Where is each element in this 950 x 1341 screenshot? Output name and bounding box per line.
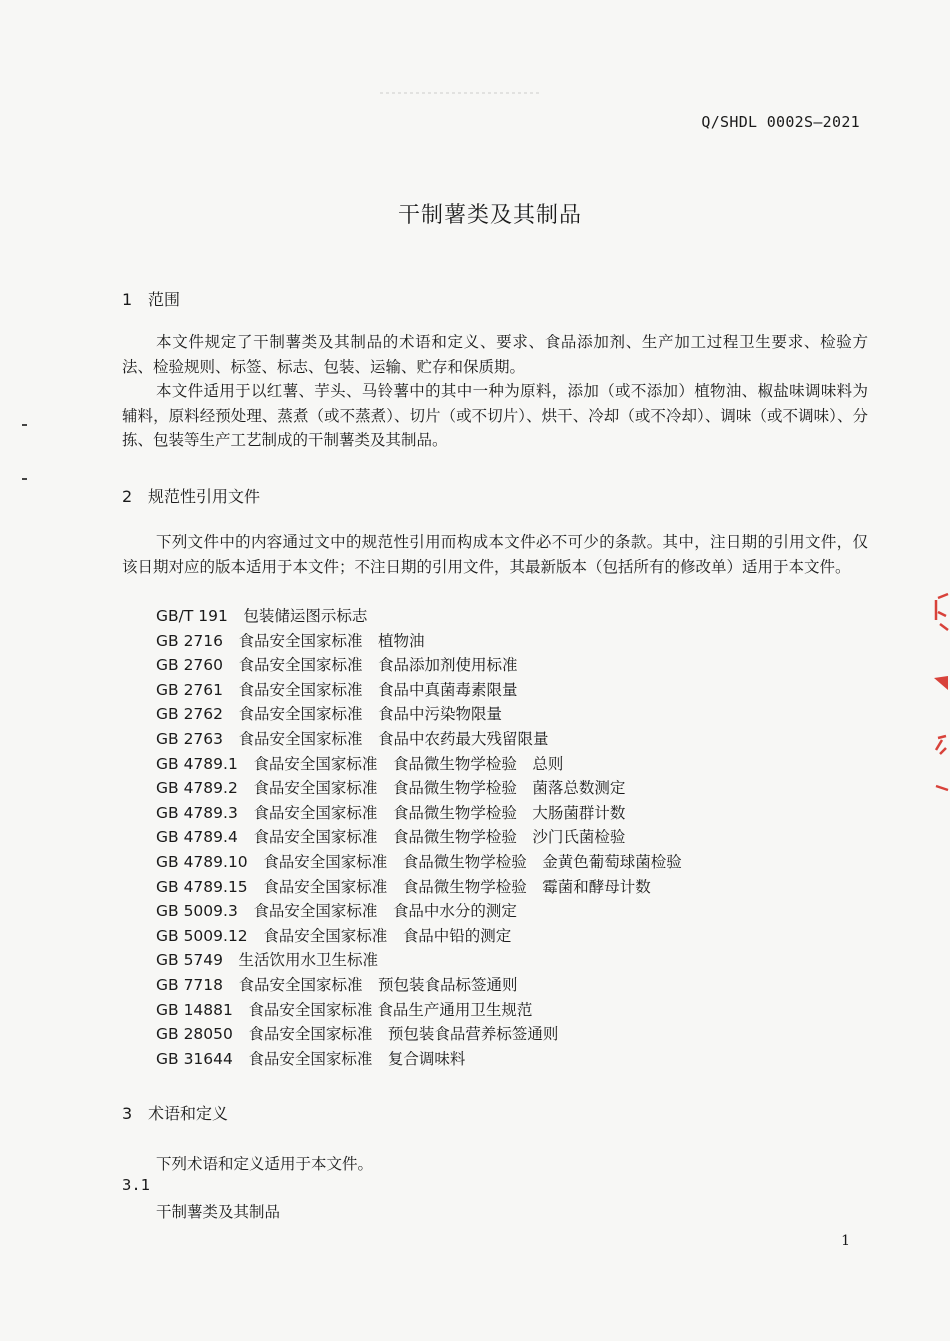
reference-item: GB 5009.3 食品安全国家标准 食品中水分的测定 xyxy=(156,902,517,921)
section-title: 范围 xyxy=(148,290,181,309)
section-heading-scope xyxy=(122,287,180,310)
scan-mark xyxy=(380,92,540,94)
reference-item: GB 5749 生活饮用水卫生标准 xyxy=(156,951,379,970)
section-title: 术语和定义 xyxy=(148,1104,229,1123)
margin-mark xyxy=(22,424,27,426)
reference-item: GB/T 191 包装储运图示标志 xyxy=(156,607,368,625)
scope-paragraph-1: 本文件规定了干制薯类及其制品的术语和定义、要求、食品添加剂、生产加工过程卫生要求、检验方法、检验规则、标签、标志、包装、运输、贮存和保质期。 xyxy=(122,333,868,376)
term-title: 干制薯类及其制品 xyxy=(156,1203,281,1221)
reference-item: GB 2716 食品安全国家标准 植物油 xyxy=(156,631,425,650)
reference-item: GB 4789.3 食品安全国家标准 食品微生物学检验 大肠菌群计数 xyxy=(156,803,626,822)
section-number: 2 xyxy=(122,487,133,506)
reference-item: GB 4789.1 食品安全国家标准 食品微生物学检验 总则 xyxy=(156,754,564,773)
reference-item: GB 4789.15 食品安全国家标准 食品微生物学检验 霉菌和酵母计数 xyxy=(156,877,651,896)
references-paragraph: 下列文件中的内容通过文中的规范性引用而构成本文件必不可少的条款。其中，注日期的引用文件，仅该日期对应的版本适用于本文件；不注日期的引用文件，其最新版本（包括所有的修改单）适用于本文件。 xyxy=(122,533,868,576)
document-title: 干制薯类及其制品 xyxy=(397,203,582,228)
reference-item: GB 14881 食品安全国家标准 食品生产通用卫生规范 xyxy=(156,1000,533,1019)
reference-item: GB 4789.4 食品安全国家标准 食品微生物学检验 沙门氏菌检验 xyxy=(156,828,626,847)
section-heading-references xyxy=(122,484,260,507)
terms-paragraph: 下列术语和定义适用于本文件。 xyxy=(156,1155,374,1173)
document-code: Q/SHDL 0002S—2021 xyxy=(701,113,860,131)
scope-paragraph-2: 本文件适用于以红薯、芋头、马铃薯中的其中一种为原料，添加（或不添加）植物油、椒盐味调味料为辅料，原料经预处理、蒸煮（或不蒸煮）、切片（或不切片）、烘干、冷却（或不冷却）、调味（或不调味）、分拣、包装等生产工艺制成的干制薯类及其制品。 xyxy=(122,382,868,449)
page-number: 1 xyxy=(841,1233,850,1249)
reference-item: GB 4789.10 食品安全国家标准 食品微生物学检验 金黄色葡萄球菌检验 xyxy=(156,852,682,871)
reference-item: GB 7718 食品安全国家标准 预包装食品标签通则 xyxy=(156,975,518,994)
section-heading-terms xyxy=(122,1101,228,1124)
reference-item: GB 2761 食品安全国家标准 食品中真菌毒素限量 xyxy=(156,680,518,699)
red-seal-stamp xyxy=(928,590,950,800)
margin-mark xyxy=(22,478,27,480)
reference-item: GB 5009.12 食品安全国家标准 食品中铅的测定 xyxy=(156,926,512,945)
section-title: 规范性引用文件 xyxy=(148,487,261,506)
section-number: 1 xyxy=(122,290,133,309)
reference-item: GB 2763 食品安全国家标准 食品中农药最大残留限量 xyxy=(156,729,549,748)
section-number: 3 xyxy=(122,1104,133,1123)
reference-item: GB 2762 食品安全国家标准 食品中污染物限量 xyxy=(156,705,503,724)
reference-list xyxy=(156,604,682,1071)
reference-item: GB 4789.2 食品安全国家标准 食品微生物学检验 菌落总数测定 xyxy=(156,779,626,798)
reference-item: GB 28050 食品安全国家标准 预包装食品营养标签通则 xyxy=(156,1025,559,1044)
reference-item: GB 2760 食品安全国家标准 食品添加剂使用标准 xyxy=(156,656,518,675)
reference-item: GB 31644 食品安全国家标准 复合调味料 xyxy=(156,1049,466,1068)
subsection-number: 3.1 xyxy=(122,1176,150,1194)
